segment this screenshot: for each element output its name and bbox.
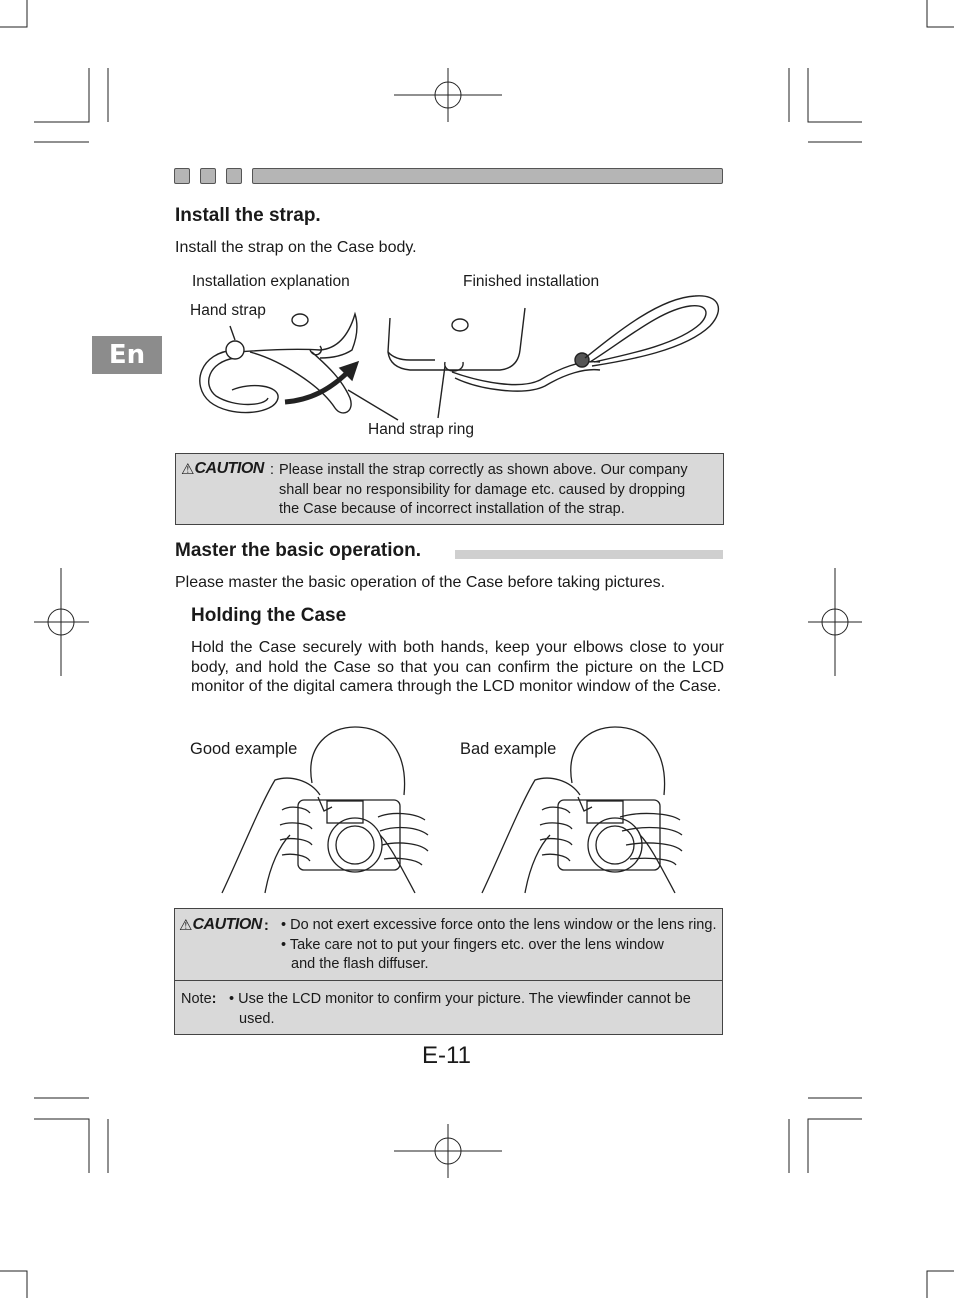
label-bad-example: Bad example [460,740,557,758]
caution-label [181,460,274,478]
header-square-1 [174,168,190,184]
warning-icon: ⚠ [181,461,195,478]
caution2-label [179,916,269,934]
caution-line: the Case because of incorrect installation of the strap. [279,501,625,517]
language-tab: En [92,336,162,374]
label-hand-strap-ring: Hand strap ring [368,421,474,438]
caution-box-strap [175,453,724,525]
install-heading: Install the strap. [175,205,321,226]
good-example-illustration [220,725,440,900]
caution2-bullet: • Take care not to put your fingers etc. over the lens window [281,936,664,953]
caution-text [279,461,724,520]
note-label [181,990,216,1010]
holding-text: Hold the Case securely with both hands, keep your elbows close to your body, and hold the Case so that you can confirm the picture on the LCD monitor of the digital camera through the LCD monitor window of the Case. [191,639,724,695]
caution-colon: : [269,460,275,478]
caution2-text [281,916,721,975]
caution-line: shall bear no responsibility for damage etc. caused by dropping [279,481,686,498]
master-heading-bar [455,550,723,559]
caution2-colon: : [263,916,269,934]
bad-example-illustration [480,725,700,900]
note-line: • Use the LCD monitor to confirm your picture. The viewfinder cannot be [229,991,691,1007]
install-text: Install the strap on the Case body. [175,239,417,256]
label-finished-installation: Finished installation [463,273,600,290]
label-hand-strap: Hand strap [190,302,266,319]
warning-icon: ⚠ [179,917,193,934]
header-bar [252,168,723,184]
caution-line: Please install the strap correctly as shown above. Our company [279,462,688,478]
note-line: used. [239,1010,275,1027]
caution2-title: CAUTION [192,916,262,933]
strap-illustration [180,290,740,430]
master-text: Please master the basic operation of the Case before taking pictures. [175,574,666,591]
holding-heading: Holding the Case [191,605,347,626]
header-square-3 [226,168,242,184]
note-label-text: Note [181,991,212,1007]
page-number: E-11 [422,1042,471,1069]
note-text [229,990,719,1029]
box-divider [175,980,722,981]
caution2-bullet-cont: and the flash diffuser. [291,956,429,972]
caution-title: CAUTION [194,460,264,477]
label-good-example: Good example [190,740,298,758]
master-heading: Master the basic operation. [175,540,422,561]
header-square-2 [200,168,216,184]
label-installation-explanation: Installation explanation [192,273,350,290]
caution-note-box [174,908,723,1035]
note-colon: : [211,991,217,1007]
caution2-bullet: • Do not exert excessive force onto the lens window or the lens ring. [281,917,717,933]
